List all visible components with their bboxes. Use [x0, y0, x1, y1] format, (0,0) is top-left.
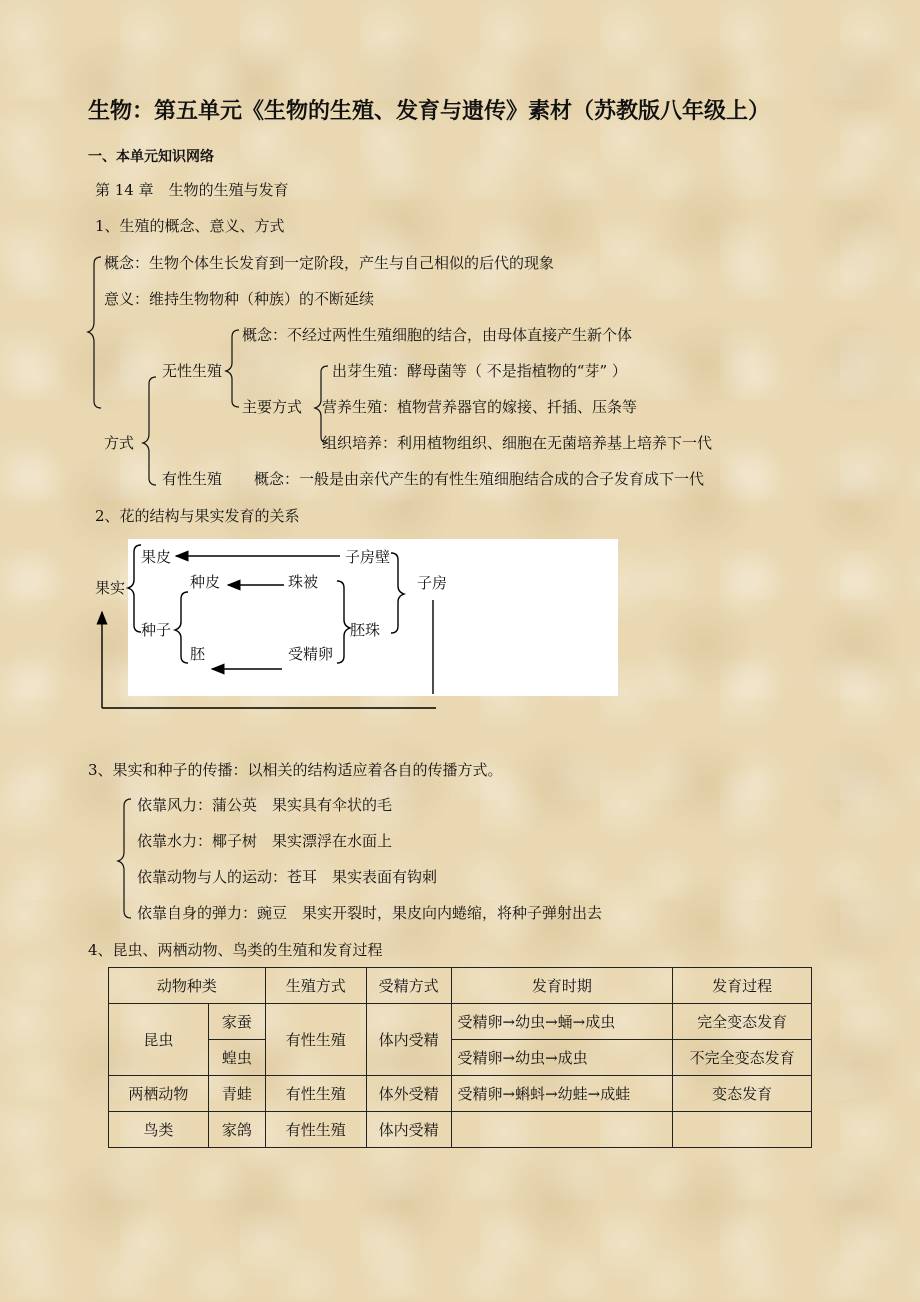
part4-heading: 4、昆虫、两栖动物、鸟类的生殖和发育过程	[88, 941, 383, 959]
cell-amphibian: 两栖动物	[109, 1076, 209, 1112]
cell-insect-fert: 体内受精	[366, 1004, 451, 1076]
ways-label: 方式	[104, 434, 135, 452]
cell-silkworm-process: 完全变态发育	[673, 1004, 812, 1040]
cell-frog-process: 变态发育	[673, 1076, 812, 1112]
dispersal-animal: 依靠动物与人的运动：苍耳 果实表面有钩刺	[137, 868, 438, 886]
fruit-label: 果实	[95, 579, 126, 597]
dispersal-water: 依靠水力：椰子树 果实漂浮在水面上	[137, 832, 393, 850]
section-heading-knowledge-network: 一、本单元知识网络	[88, 149, 214, 165]
chapter-heading: 第 14 章 生物的生殖与发育	[95, 181, 289, 199]
cell-frog-repro: 有性生殖	[265, 1076, 366, 1112]
header-process: 发育过程	[673, 968, 812, 1004]
header-animal-type: 动物种类	[109, 968, 266, 1004]
ovary-label: 子房	[417, 574, 448, 592]
table-row	[109, 1004, 812, 1040]
part1-heading: 1、生殖的概念、意义、方式	[95, 217, 285, 235]
table-row	[109, 1076, 812, 1112]
budding-reproduction: 出芽生殖：酵母菌等（ 不是指植物的“芽” ）	[332, 362, 627, 380]
vegetative-reproduction: 营养生殖：植物营养器官的嫁接、扦插、压条等	[322, 398, 638, 416]
asexual-concept: 概念：不经过两性生殖细胞的结合，由母体直接产生新个体	[242, 326, 633, 344]
integument-label: 珠被	[288, 573, 319, 591]
fertilized-egg-label: 受精卵	[288, 645, 334, 663]
page-title: 生物：第五单元《生物的生殖、发育与遗传》素材（苏教版八年级上）	[88, 98, 771, 124]
cell-insect-repro: 有性生殖	[265, 1004, 366, 1076]
header-fertilization: 受精方式	[366, 968, 451, 1004]
cell-bird-repro: 有性生殖	[265, 1112, 366, 1148]
seed-coat-label: 种皮	[190, 573, 221, 591]
reproduction-concept: 概念：生物个体生长发育到一定阶段，产生与自己相似的后代的现象	[104, 254, 555, 272]
cell-pigeon: 家鸽	[208, 1112, 265, 1148]
sexual-concept: 概念：一般是由亲代产生的有性生殖细胞结合成的合子发育成下一代	[254, 470, 705, 488]
part2-heading: 2、花的结构与果实发育的关系	[95, 507, 300, 525]
cell-locust-stage: 受精卵→幼虫→成虫	[451, 1040, 673, 1076]
table-row	[109, 1112, 812, 1148]
ovary-wall-label: 子房壁	[345, 548, 391, 566]
header-reproduction: 生殖方式	[265, 968, 366, 1004]
cell-bird: 鸟类	[109, 1112, 209, 1148]
cell-silkworm-stage: 受精卵→幼虫→蛹→成虫	[451, 1004, 673, 1040]
cell-bird-process	[673, 1112, 812, 1148]
pericarp-label: 果皮	[141, 548, 172, 566]
cell-bird-stage	[451, 1112, 673, 1148]
cell-locust: 蝗虫	[208, 1040, 265, 1076]
cell-frog: 青蛙	[208, 1076, 265, 1112]
dispersal-wind: 依靠风力：蒲公英 果实具有伞状的毛	[137, 796, 393, 814]
cell-frog-stage: 受精卵→蝌蚪→幼蛙→成蛙	[451, 1076, 673, 1112]
ovule-label: 胚珠	[350, 621, 381, 639]
dispersal-self: 依靠自身的弹力：豌豆 果实开裂时，果皮向内蜷缩，将种子弹射出去	[137, 904, 603, 922]
cell-silkworm: 家蚕	[208, 1004, 265, 1040]
cell-frog-fert: 体外受精	[366, 1076, 451, 1112]
tissue-culture: 组织培养：利用植物组织、细胞在无菌培养基上培养下一代	[322, 434, 713, 452]
table-row	[109, 1040, 812, 1076]
seed-label: 种子	[141, 621, 172, 639]
cell-locust-process: 不完全变态发育	[673, 1040, 812, 1076]
cell-insect: 昆虫	[109, 1004, 209, 1076]
main-ways-label: 主要方式	[242, 398, 303, 416]
header-stages: 发育时期	[451, 968, 673, 1004]
embryo-label: 胚	[190, 645, 206, 663]
asexual-label: 无性生殖	[162, 362, 223, 380]
cell-bird-fert: 体内受精	[366, 1112, 451, 1148]
animal-development-table	[108, 967, 812, 1148]
part3-heading: 3、果实和种子的传播：以相关的结构适应着各自的传播方式。	[88, 761, 503, 779]
reproduction-meaning: 意义：维持生物物种（种族）的不断延续	[104, 290, 375, 308]
table-header-row	[109, 968, 812, 1004]
sexual-label: 有性生殖	[162, 470, 223, 488]
